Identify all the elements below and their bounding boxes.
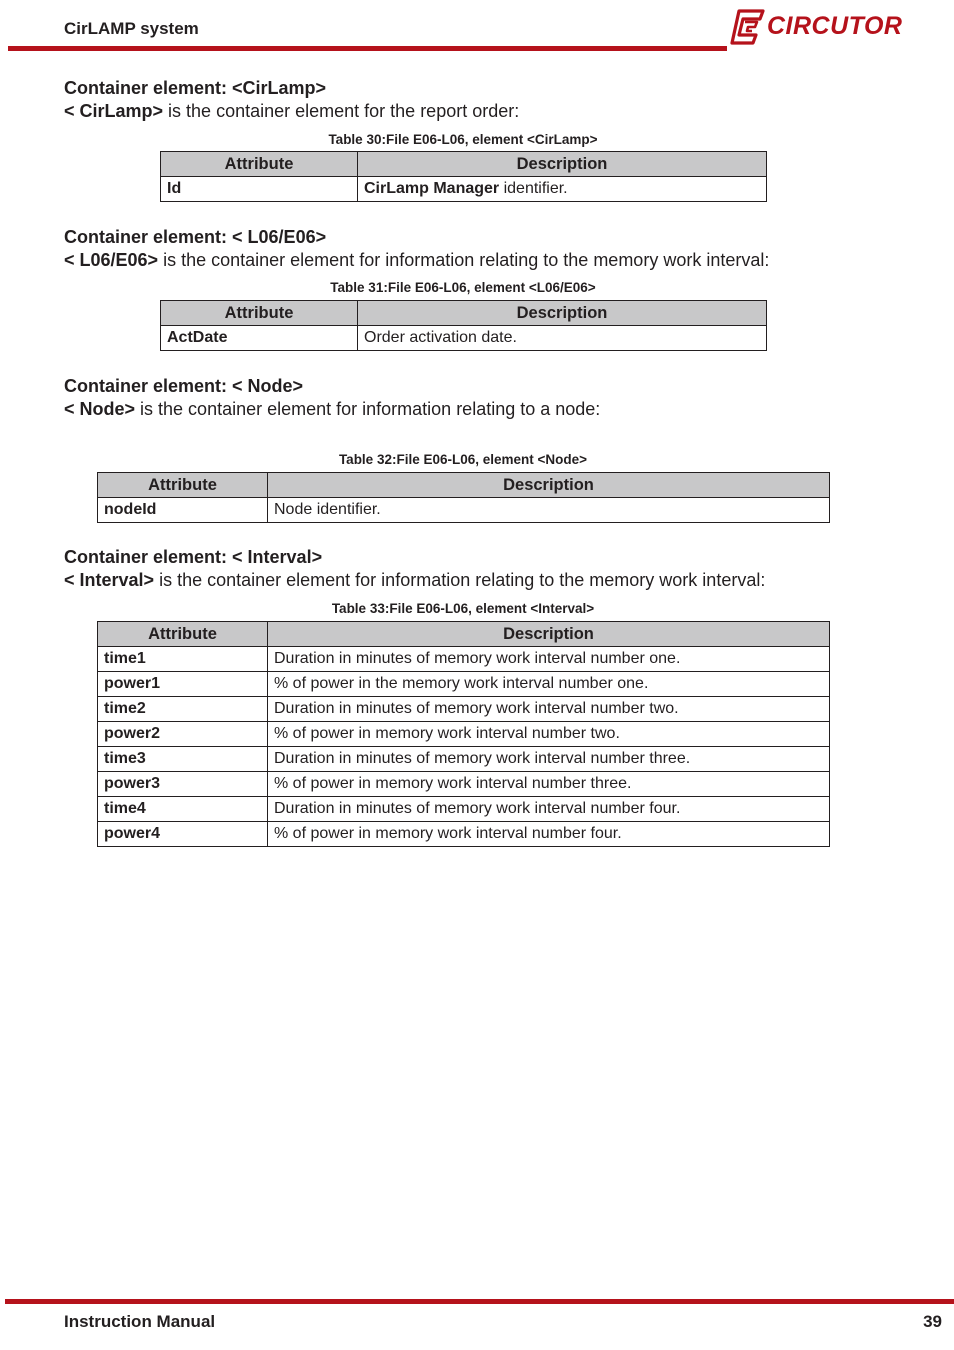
table-row	[98, 498, 830, 523]
table-row	[98, 747, 830, 772]
column-header-description: Description	[358, 301, 767, 326]
intro-element: < Interval>	[64, 570, 155, 590]
header-rule	[8, 46, 727, 51]
intro-element: < CirLamp>	[64, 101, 164, 121]
intro-text: is the container element for information relating to the memory work interval:	[154, 570, 766, 590]
section-heading: Container element: < Node>	[64, 376, 304, 396]
table-cirlamp	[160, 151, 767, 202]
intro-text: is the container element for the report order:	[163, 101, 520, 121]
intro-text: is the container element for information relating to a node:	[135, 399, 601, 419]
attribute-cell: ActDate	[161, 326, 358, 351]
section-node	[64, 375, 600, 421]
section-intro	[64, 249, 769, 272]
intro-text: is the container element for information relating to the memory work interval:	[158, 250, 770, 270]
table-header-row	[161, 301, 767, 326]
description-cell	[358, 177, 767, 202]
column-header-attribute: Attribute	[98, 622, 268, 647]
column-header-attribute: Attribute	[98, 473, 268, 498]
description-cell: Duration in minutes of memory work interval number two.	[268, 697, 830, 722]
table-row	[98, 672, 830, 697]
running-header-title: CirLAMP system	[64, 19, 199, 38]
column-header-description: Description	[268, 473, 830, 498]
column-header-description: Description	[358, 152, 767, 177]
attribute-cell: time3	[98, 747, 268, 772]
circutor-logo	[730, 8, 910, 46]
table-row	[161, 177, 767, 202]
table-node	[97, 472, 830, 523]
attribute-cell: time1	[98, 647, 268, 672]
description-bold: CirLamp Manager	[364, 180, 500, 197]
section-heading: Container element: < Interval>	[64, 547, 323, 567]
footer-rule	[5, 1299, 954, 1304]
logo-wordmark: CIRCUTOR	[767, 12, 903, 40]
section-intro	[64, 100, 519, 123]
table-row	[98, 772, 830, 797]
description-cell: % of power in the memory work interval number one.	[268, 672, 830, 697]
attribute-cell: power2	[98, 722, 268, 747]
section-interval	[64, 546, 765, 592]
table-caption: Table 30:File E06-L06, element <CirLamp>	[328, 132, 598, 147]
section-l06-e06	[64, 226, 769, 272]
section-intro	[64, 398, 600, 421]
column-header-description: Description	[268, 622, 830, 647]
description-text: identifier.	[499, 180, 568, 197]
table-header-row	[98, 622, 830, 647]
table-caption: Table 31:File E06-L06, element <L06/E06>	[330, 280, 596, 295]
attribute-cell: power4	[98, 822, 268, 847]
intro-element: < L06/E06>	[64, 250, 159, 270]
table-row	[161, 326, 767, 351]
description-cell: Node identifier.	[268, 498, 830, 523]
table-caption: Table 33:File E06-L06, element <Interval>	[331, 601, 595, 616]
section-intro	[64, 569, 765, 592]
attribute-cell: power1	[98, 672, 268, 697]
section-heading: Container element: < L06/E06>	[64, 227, 327, 247]
table-interval	[97, 621, 830, 847]
attribute-cell: power3	[98, 772, 268, 797]
table-header-row	[98, 473, 830, 498]
intro-element: < Node>	[64, 399, 136, 419]
description-cell: Duration in minutes of memory work interval number four.	[268, 797, 830, 822]
attribute-cell: Id	[161, 177, 358, 202]
description-cell: % of power in memory work interval number four.	[268, 822, 830, 847]
circutor-logo-icon	[730, 8, 766, 46]
table-caption: Table 32:File E06-L06, element <Node>	[338, 452, 588, 467]
column-header-attribute: Attribute	[161, 152, 358, 177]
description-cell: % of power in memory work interval number three.	[268, 772, 830, 797]
section-cirlamp	[64, 77, 519, 123]
description-cell: % of power in memory work interval number two.	[268, 722, 830, 747]
table-row	[98, 797, 830, 822]
attribute-cell: time2	[98, 697, 268, 722]
description-cell: Duration in minutes of memory work interval number three.	[268, 747, 830, 772]
table-l06-e06	[160, 300, 767, 351]
page-number: 39	[923, 1312, 942, 1331]
description-cell: Duration in minutes of memory work interval number one.	[268, 647, 830, 672]
table-row	[98, 822, 830, 847]
table-header-row	[161, 152, 767, 177]
footer-title: Instruction Manual	[64, 1312, 216, 1331]
description-cell: Order activation date.	[358, 326, 767, 351]
column-header-attribute: Attribute	[161, 301, 358, 326]
section-heading: Container element: <CirLamp>	[64, 78, 327, 98]
table-row	[98, 722, 830, 747]
table-row	[98, 647, 830, 672]
attribute-cell: time4	[98, 797, 268, 822]
attribute-cell: nodeId	[98, 498, 268, 523]
table-row	[98, 697, 830, 722]
